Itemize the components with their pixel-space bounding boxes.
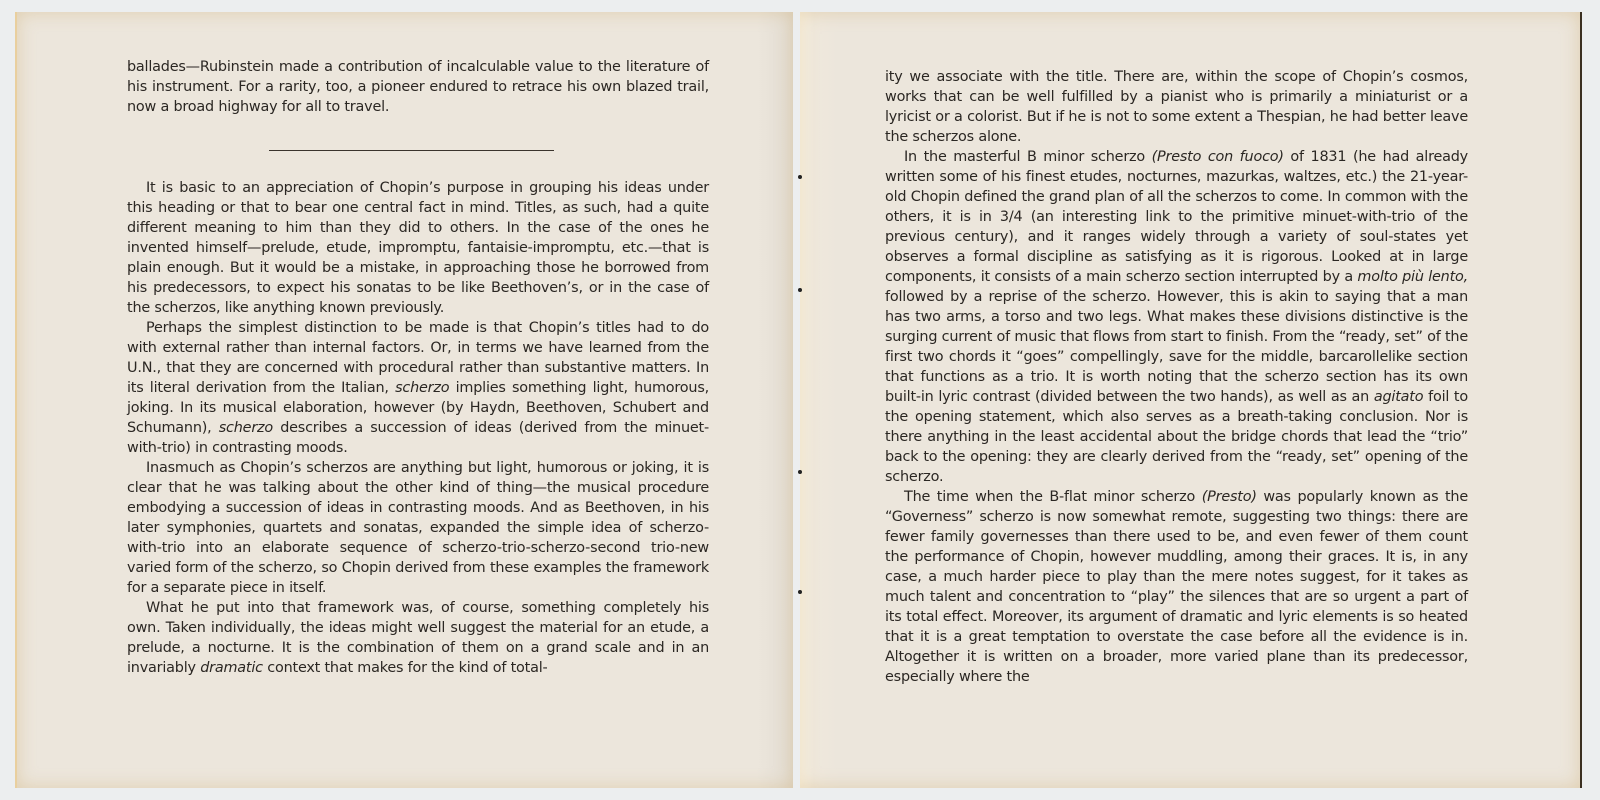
- body-paragraph: [127, 318, 709, 458]
- text-run: It is basic to an appreciation of Chopin’s purpose in grouping his ideas under this heading or that to bear one central fact in mind. Titles, as such, had a quite different meaning to him than they did to others. In the case of the ones he invented himself—prelude, etude, impromptu, fantaisie-impromptu, etc.—that is plain enough. But it would be a mistake, in approaching those he borrowed from his predecessors, to expect his sonatas to be like Beethoven’s, or in the case of the scherzos, like anything known previously.: [127, 180, 709, 316]
- text-run: foil to the opening statement, which also serves as a breath-taking conclusion. Nor is there anything in the least accidental about the bridge chords that lead the “trio” back to the opening: they are clearly derived from the “ready, set” opening of the scherzo.: [885, 389, 1468, 485]
- binding-staple-mark: [798, 590, 802, 594]
- text-run: Inasmuch as Chopin’s scherzos are anything but light, humorous or joking, it is clear that he was talking about the other kind of thing—the musical procedure embodying a succession of ideas in contrasting moods. And as Beethoven, in his later symphonies, quartets and sonatas, expanded the simple idea of scherzo-with-trio into an elaborate sequence of scherzo-trio-scherzo-second trio-new varied form of the scherzo, so Chopin derived from these examples the framework for a separate piece in itself.: [127, 460, 709, 596]
- italic-term: scherzo: [218, 420, 274, 436]
- body-paragraph: [885, 67, 1468, 147]
- text-run: was popularly known as the “Governess” scherzo is now somewhat remote, suggesting two things: there are fewer family governesses than there used to be, and even fewer of them count the performance of Chopin, however muddling, among their graces. It is, in any case, a much harder piece to play than the mere notes suggest, for it takes as much talent and concentration to “play” the silences that are so urgent a part of its total effect. Moreover, its argument of dramatic and lyric elements is so heated that it is a great temptation to overstate the case before all the evidence is in. Altogether it is written on a broader, more varied plane than its predecessor, especially where the: [885, 489, 1468, 685]
- binding-staple-mark: [798, 175, 802, 179]
- text-run: Perhaps the simplest distinction to be made is that Chopin’s titles had to do with external rather than internal factors. Or, in terms we have learned from the U.N., that they are concerned with procedural rather than substantive matters. In its literal derivation from the Italian,: [127, 320, 709, 396]
- text-run: In the masterful B minor scherzo: [904, 149, 1152, 165]
- italic-term: (Presto): [1201, 489, 1257, 505]
- italic-term: scherzo: [395, 380, 450, 396]
- italic-term: agitato: [1373, 389, 1424, 405]
- right-page: [800, 12, 1582, 788]
- text-run: The time when the B-flat minor scherzo: [904, 489, 1202, 505]
- text-run: implies something light, humorous, joking. In its musical elaboration, however (by Haydn, Beethoven, Schubert and Schumann),: [127, 380, 709, 436]
- body-paragraph: [127, 178, 709, 318]
- intro-paragraph: ballades—Rubinstein made a contribution of incalculable value to the literature of his instrument. For a rarity, too, a pioneer endured to retrace his own blazed trail, now a broad highway for all to travel.: [127, 59, 709, 115]
- binding-staple-mark: [798, 288, 802, 292]
- italic-term: (Presto con fuoco): [1151, 149, 1284, 165]
- body-paragraph: [127, 458, 709, 598]
- text-run: followed by a reprise of the scherzo. However, this is akin to saying that a man has two arms, a torso and two legs. What makes these divisions distinctive is the surging current of music that flows from start to finish. From the “ready, set” of the first two chords it “goes” compellingly, save for the middle, barcarollelike section that functions as a trio. It is worth noting that the scherzo section has its own built-in lyric contrast (divided between the two hands), as well as an: [885, 289, 1468, 405]
- body-paragraph: [885, 487, 1468, 687]
- right-body-text: [885, 67, 1468, 687]
- binding-staple-mark: [798, 470, 802, 474]
- section-divider: [269, 150, 554, 151]
- text-run: describes a succession of ideas (derived from the minuet-with-trio) in contrasting moods.: [127, 420, 709, 456]
- italic-term: dramatic: [200, 660, 263, 676]
- text-run: What he put into that framework was, of course, something completely his own. Taken individually, the ideas might well suggest the material for an etude, a prelude, a nocturne. It is the combination of them on a grand scale and in an invariably: [127, 600, 709, 676]
- text-run: ity we associate with the title. There are, within the scope of Chopin’s cosmos, works that can be well fulfilled by a pianist who is primarily a miniaturist or a lyricist or a colorist. But if he is not to some extent a Thespian, he had better leave the scherzos alone.: [885, 69, 1468, 145]
- left-page: [15, 12, 793, 788]
- body-paragraph: [127, 598, 709, 678]
- text-run: context that makes for the kind of total-: [262, 660, 548, 676]
- italic-term: molto più lento,: [1357, 269, 1468, 285]
- left-body-text: [127, 178, 709, 678]
- text-run: of 1831 (he had already written some of his finest etudes, nocturnes, mazurkas, waltzes, etc.) the 21-year-old Chopin defined the grand plan of all the scherzos to come. In common with the others, it is in 3/4 (an interesting link to the primitive minuet-with-trio of the previous century), and it ranges widely through a variety of soul-states yet observes a formal discipline as satisfying as it is rigorous. Looked at in large components, it consists of a main scherzo section interrupted by a: [885, 149, 1468, 285]
- body-paragraph: [885, 147, 1468, 487]
- left-intro: [127, 57, 709, 117]
